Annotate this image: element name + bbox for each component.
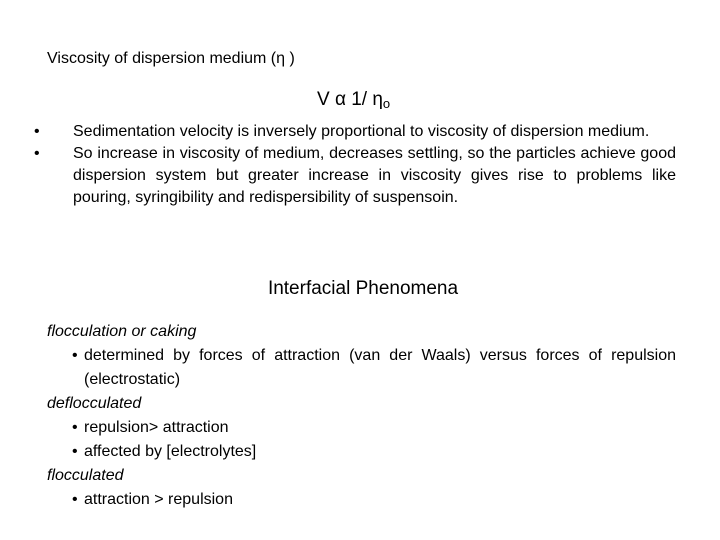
formula-subscript: o xyxy=(382,96,391,111)
phenomenon-term: flocculated xyxy=(47,467,124,484)
item-bullet: • xyxy=(72,443,78,460)
item-bullet: • xyxy=(72,419,78,436)
formula-main: V α 1/ η xyxy=(317,89,383,110)
item-text: affected by [electrolytes] xyxy=(84,443,257,460)
phenomena-list xyxy=(47,320,676,512)
item-bullet: • xyxy=(72,491,78,508)
phenomenon-item xyxy=(47,488,676,512)
bullet-item xyxy=(34,143,676,209)
bullet-item xyxy=(34,121,676,143)
bullet-list xyxy=(34,121,676,209)
viscosity-heading: Viscosity of dispersion medium (η ) xyxy=(47,50,295,67)
item-bullet: • xyxy=(72,347,78,364)
bullet-marker: • xyxy=(34,123,40,140)
phenomenon-term: flocculation or caking xyxy=(47,323,197,340)
bullet-text: So increase in viscosity of medium, decreases settling, so the particles achieve good dispersion system but greater increase in viscosity gives rise to problems like pouring, syringibility and redispersibility of suspensoin. xyxy=(73,145,676,206)
phenomenon-term: deflocculated xyxy=(47,395,142,412)
item-text: determined by forces of attraction (van der Waals) versus forces of repulsion (electrostatic) xyxy=(84,347,676,388)
phenomenon-item xyxy=(47,440,676,464)
item-text: attraction > repulsion xyxy=(84,491,233,508)
section-title: Interfacial Phenomena xyxy=(267,278,459,299)
viscosity-formula xyxy=(317,89,390,111)
bullet-text: Sedimentation velocity is inversely proportional to viscosity of dispersion medium. xyxy=(73,123,650,140)
phenomenon-item xyxy=(47,416,676,440)
bullet-marker: • xyxy=(34,145,40,162)
item-text: repulsion> attraction xyxy=(84,419,229,436)
phenomenon-item xyxy=(47,344,676,392)
